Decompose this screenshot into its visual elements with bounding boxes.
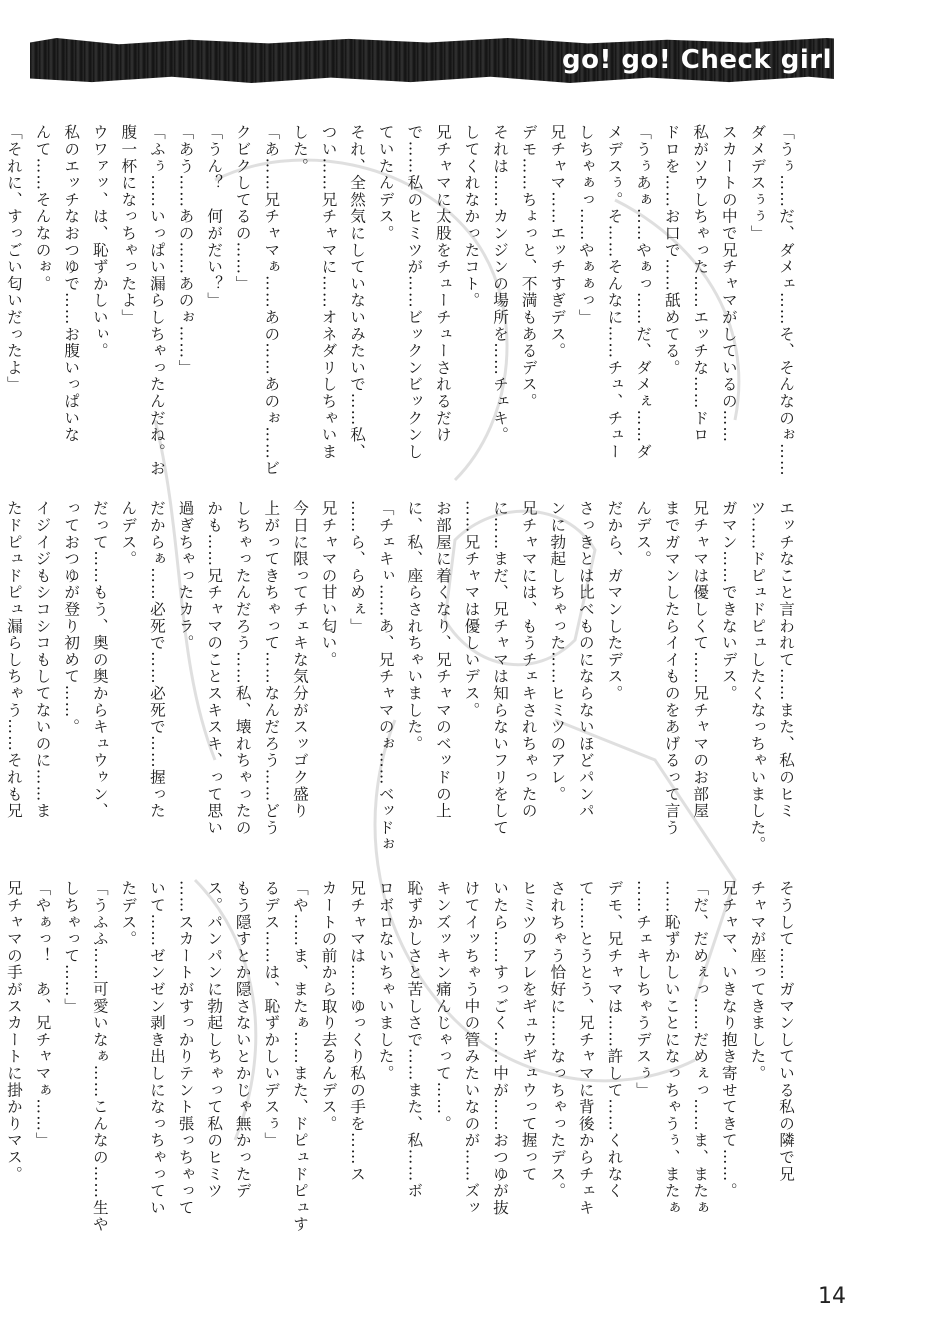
text-line: 兄チャマは……ゆっくり私の手を……ス	[348, 880, 367, 1183]
text-line: いて……ゼンゼン剥き出しになっちゃってい	[147, 880, 166, 1216]
text-line: スカートの中で兄チャマがしているの……	[719, 124, 738, 444]
text-line: たドピュドピュ漏らしちゃう……それも兄	[4, 500, 23, 820]
text-line: 上がってきちゃって……なんだろう……どう	[262, 500, 281, 836]
text-line: ウワァッ、は、恥ずかしいぃ。	[90, 124, 109, 360]
text-line: ドロを……お口で……舐めてる。	[662, 124, 681, 376]
text-line: ガマン……できないデス。	[719, 500, 738, 702]
text-line: しちゃぁっ……やぁぁっ」	[576, 124, 595, 326]
text-line: それ、全然気にしていないみたいで……私、	[348, 124, 367, 460]
text-line: それは……カンジンの場所を……チェキ。	[491, 124, 510, 444]
text-line: そうして……ガマンしている私の隣で兄	[777, 880, 795, 1183]
text-line: に……まだ、兄チャマは知らないフリをして	[491, 500, 510, 836]
text-line: 「や……ま、またぁ……また、ドピュドピュす	[290, 880, 309, 1233]
text-line: ツ……ドピュドピュしたくなっちゃいました。	[748, 500, 767, 853]
text-line: ダメデスぅぅ」	[748, 124, 767, 242]
text-line: お部屋に着くなり、兄チャマのベッドの上	[433, 500, 452, 820]
text-line: 兄チャマには、もうチェキされちゃったの	[519, 500, 538, 820]
text-line: 兄チャマ……エッチすぎデス。	[548, 124, 567, 360]
text-line: っておつゆが登り初めて……。	[62, 500, 81, 736]
text-line: 「ふぅ……いっぱい漏らしちゃったんだね。お	[147, 124, 166, 477]
text-line: もう隠すとか隠さないとかじゃ無かったデ	[233, 880, 252, 1200]
text-line: ス。パンパンに勃起しちゃって私のヒミツ	[205, 880, 224, 1200]
text-column-block-middle	[0, 500, 800, 880]
text-line: 「それに、すっごい匂いだったよ」	[4, 124, 23, 393]
page-number: 14	[818, 1284, 846, 1309]
text-column-block-top	[0, 124, 800, 484]
text-line: ……チェキしちゃうデスぅ」	[634, 880, 653, 1099]
text-line: だから、ガマンしたデス。	[605, 500, 624, 702]
text-line: カートの前から取り去るんデス。	[319, 880, 338, 1132]
text-line: チャマが座ってきました。	[748, 880, 767, 1082]
text-line: 兄チャマの甘い匂い。	[319, 500, 338, 668]
text-line: クビクしてるの……」	[233, 124, 252, 292]
text-line: んデス。	[634, 500, 653, 568]
text-line: 「だ、だめぇっ……だめぇっ……ま、またぁ	[691, 880, 710, 1216]
text-line: さっきとは比べものにならないほどパンパ	[576, 500, 595, 820]
text-line: 兄チャマは優しくて……兄チャマのお部屋	[691, 500, 710, 820]
text-line: 「うぅ……だ、ダメェ……そ、そんなのぉ……	[777, 124, 795, 477]
text-line: ロボロないちゃいました。	[376, 880, 395, 1082]
text-line: ヒミツのアレをギュウギュウって握って	[519, 880, 538, 1183]
text-line: ……スカートがすっかりテント張っちゃって	[176, 880, 195, 1216]
text-column-block-bottom	[0, 880, 800, 1260]
text-line: 今日に限ってチェキな気分がスッゴク盛り	[290, 500, 309, 820]
text-line: 「うふふ……可愛いなぁ……こんなの……生や	[90, 880, 109, 1233]
text-line: 「やぁっ！ あ、兄チャマぁ……」	[33, 880, 52, 1149]
page-title: go! go! Check girl	[561, 45, 832, 75]
text-line: 「うぅあぁ……やぁっ……だ、ダメぇ……ダ	[634, 124, 653, 460]
text-line: かも……兄チャマのことスキスキ、って思い	[205, 500, 224, 836]
text-line: だって……もう、奥の奥からキュウゥン、	[90, 500, 109, 820]
text-line: で……私のヒミツが……ビックンビックンし	[405, 124, 424, 460]
text-line: しちゃったんだろう……私、壊れちゃったの	[233, 500, 252, 836]
text-line: ……恥ずかしいことになっちゃうぅ、またぁ	[662, 880, 681, 1216]
text-line: デモ……ちょっと、不満もあるデス。	[519, 124, 538, 410]
text-line: した。	[290, 124, 309, 175]
text-line: ……ら、らめぇ」	[348, 500, 367, 635]
header-edge	[834, 30, 926, 90]
text-line: 恥ずかしさと苦しさで……また、私……ボ	[405, 880, 424, 1200]
text-line: だからぁ……必死で……必死で……握った	[147, 500, 166, 820]
text-line: んデス。	[119, 500, 138, 568]
text-line: に、私、座らされちゃいました。	[405, 500, 424, 752]
text-line: 「うん？ 何がだい？」	[205, 124, 224, 309]
text-line: 私がソウしちゃった……エッチな……ドロ	[691, 124, 710, 444]
text-line: ンに勃起しちゃった……ヒミツのアレ。	[548, 500, 567, 803]
text-line: エッチなこと言われて……また、私のヒミ	[777, 500, 795, 820]
text-line: 兄チャマの手がスカートに掛かりマス。	[4, 880, 23, 1183]
text-line: 兄チャマに太股をチューチューされるだけ	[433, 124, 452, 444]
text-line: キンズッキン痛んじゃって……。	[433, 880, 452, 1132]
text-line: してくれなかったコト。	[462, 124, 481, 309]
text-line: るデス……は、恥ずかしいデスぅ」	[262, 880, 281, 1149]
text-line: 「あ……兄チャマぁ……あの……あのぉ……ビ	[262, 124, 281, 477]
text-line: までガマンしたらイイものをあげるって言う	[662, 500, 681, 836]
text-line: ……兄チャマは優しいデス。	[462, 500, 481, 719]
text-line: たデス。	[119, 880, 138, 948]
text-line: ていたんデス。	[376, 124, 395, 242]
text-line: 「あう……あの……あのぉ……」	[176, 124, 195, 376]
text-line: イジイジもシコシコもしてないのに……ま	[33, 500, 52, 820]
text-line: 過ぎちゃったカラ。	[176, 500, 195, 652]
text-line: メデスぅ。そ……そんなに……チュ、チュー	[605, 124, 624, 460]
text-line: 兄チャマ、いきなり抱き寄せてきて……。	[719, 880, 738, 1200]
text-line: んて……そんなのぉ。	[33, 124, 52, 292]
text-line: しちゃって……」	[62, 880, 81, 1015]
text-line: デモ、兄チャマは……許して……くれなく	[605, 880, 624, 1200]
text-line: て……とうとう、兄チャマに背後からチェキ	[576, 880, 595, 1216]
text-line: けてイッちゃう中の管みたいなのが……ズッ	[462, 880, 481, 1216]
text-line: されちゃう恰好に……なっちゃったデス。	[548, 880, 567, 1200]
text-line: つい……兄チャマに……オネダリしちゃいま	[319, 124, 338, 460]
text-line: いたら……すっごく……中が……おつゆが抜	[491, 880, 510, 1216]
text-line: 腹一杯になっちゃったよ」	[119, 124, 138, 326]
text-line: 「チェキぃ……あ、兄チャマのぉ……ベッドぉ	[376, 500, 395, 853]
text-line: 私のエッチなおつゆで……お腹いっぱいな	[62, 124, 81, 444]
